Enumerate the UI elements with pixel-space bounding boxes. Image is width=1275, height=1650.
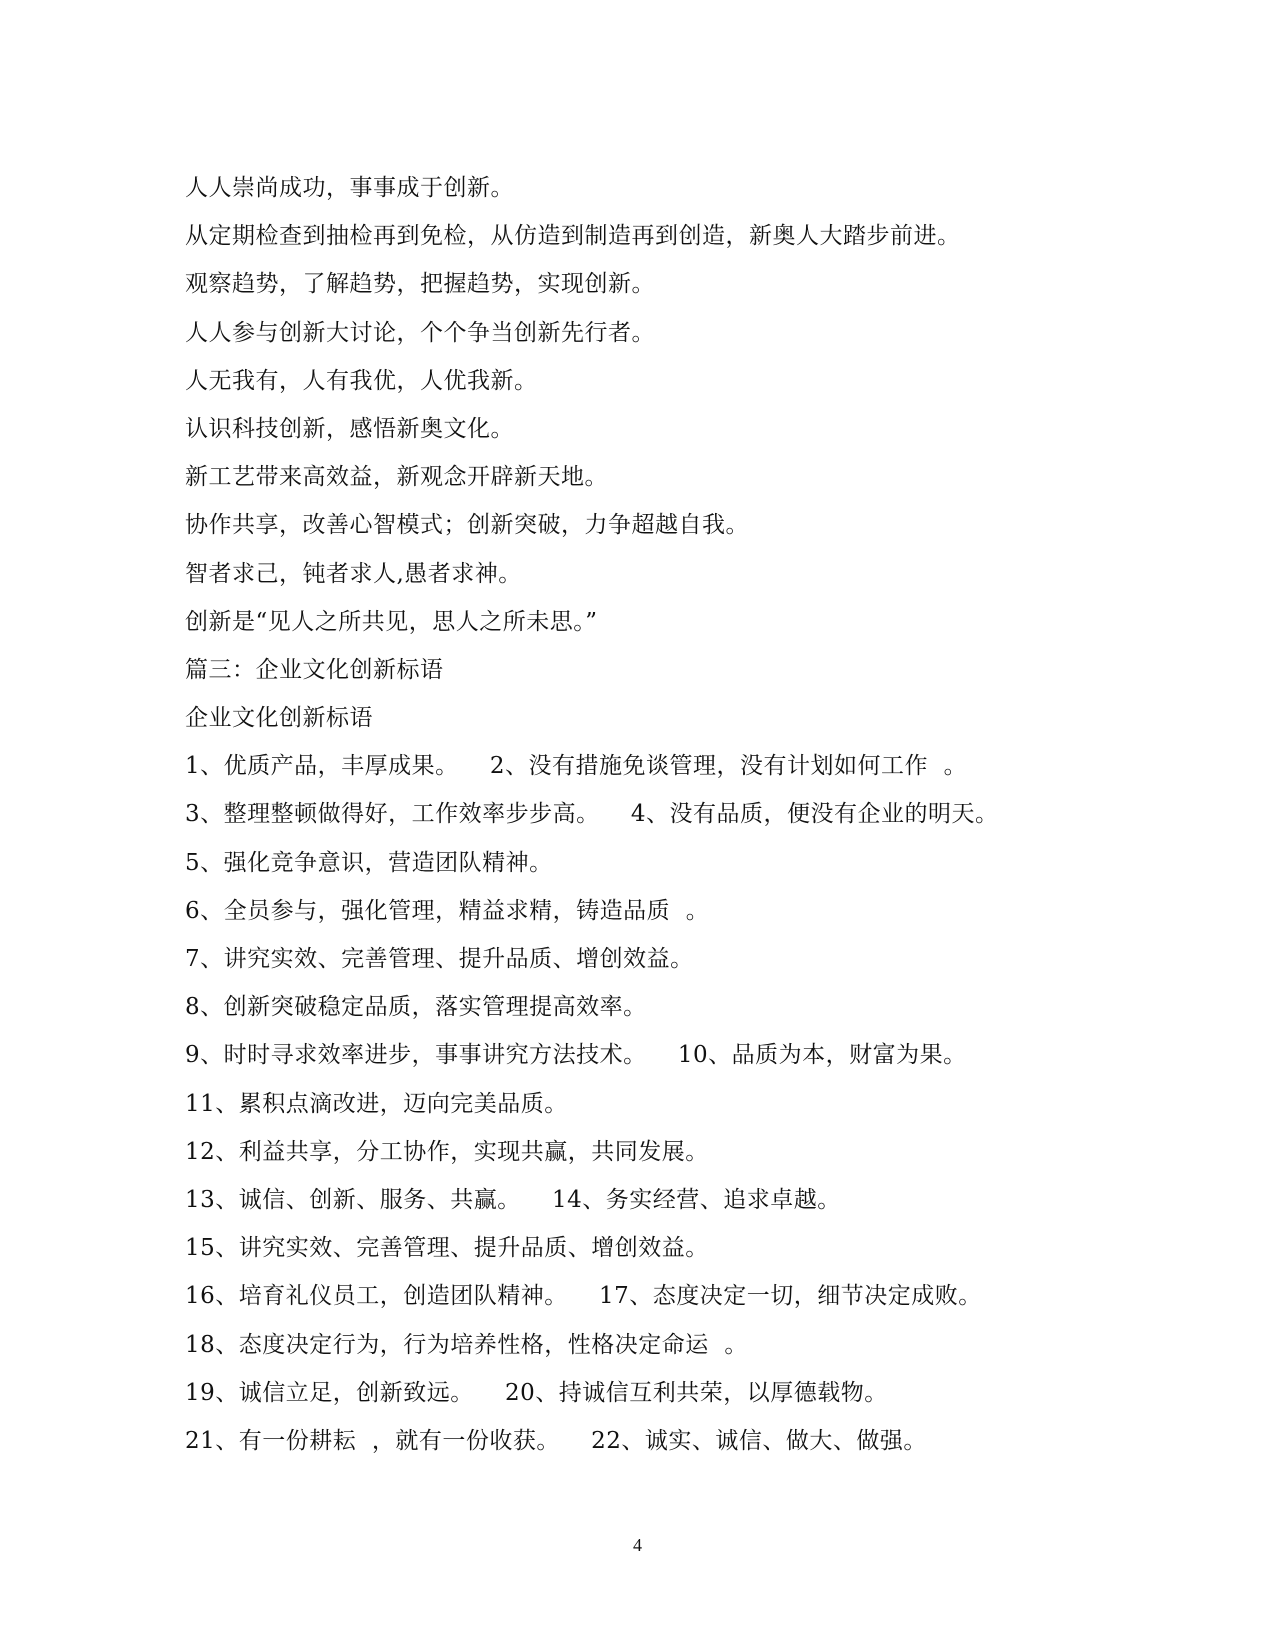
list-item: 13、诚信、创新、服务、共赢。 14、务实经营、追求卓越。: [185, 1186, 841, 1213]
list-item: 16、培育礼仪员工，创造团队精神。 17、态度决定一切，细节决定成败。: [185, 1283, 982, 1310]
list-item: 18、态度决定行为，行为培养性格，性格决定命运 。: [185, 1331, 748, 1358]
list-item: 9、时时寻求效率进步，事事讲究方法技术。 10、品质为本，财富为果。: [185, 1042, 967, 1069]
list-item: 19、诚信立足，创新致远。 20、持诚信互利共荣，以厚德载物。: [185, 1379, 888, 1406]
text-line: 从定期检查到抽检再到免检，从仿造到制造再到创造，新奥人大踏步前进。: [185, 223, 961, 250]
text-line: 观察趋势，了解趋势，把握趋势，实现创新。: [185, 271, 655, 298]
list-item: 3、整理整顿做得好，工作效率步步高。 4、没有品质，便没有企业的明天。: [185, 801, 999, 828]
list-item: 8、创新突破稳定品质，落实管理提高效率。: [185, 994, 647, 1021]
list-item: 12、利益共享，分工协作，实现共赢，共同发展。: [185, 1138, 709, 1165]
list-item: 6、全员参与，强化管理，精益求精，铸造品质 。: [185, 897, 710, 924]
list-item: 11、累积点滴改进，迈向完美品质。: [185, 1090, 568, 1117]
text-line: 人人崇尚成功，事事成于创新。: [185, 175, 514, 201]
page-content: [185, 164, 1085, 1465]
text-line: 协作共享，改善心智模式；创新突破，力争超越自我。: [185, 512, 749, 539]
page-number: 4: [633, 1535, 642, 1555]
text-line: 智者求己，钝者求人,愚者求神。: [185, 560, 522, 587]
list-item: 21、有一份耕耘 ，就有一份收获。 22、诚实、诚信、做大、做强。: [185, 1427, 927, 1454]
section-heading: 篇三：企业文化创新标语: [185, 656, 444, 683]
list-item: 7、讲究实效、完善管理、提升品质、增创效益。: [185, 946, 694, 972]
text-line: 人人参与创新大讨论，个个争当创新先行者。: [185, 319, 655, 346]
text-line: 新工艺带来高效益，新观念开辟新天地。: [185, 464, 608, 491]
list-item: 1、优质产品，丰厚成果。 2、没有措施免谈管理，没有计划如何工作 。: [185, 753, 968, 780]
text-line: 认识科技创新，感悟新奥文化。: [185, 415, 514, 442]
list-item: 5、强化竞争意识，营造团队精神。: [185, 849, 553, 876]
section-title: 企业文化创新标语: [185, 705, 373, 732]
text-line: 创新是“见人之所共见，思人之所未思。”: [185, 608, 598, 635]
text-line: 人无我有，人有我优，人优我新。: [185, 367, 538, 394]
list-item: 15、讲究实效、完善管理、提升品质、增创效益。: [185, 1235, 709, 1262]
